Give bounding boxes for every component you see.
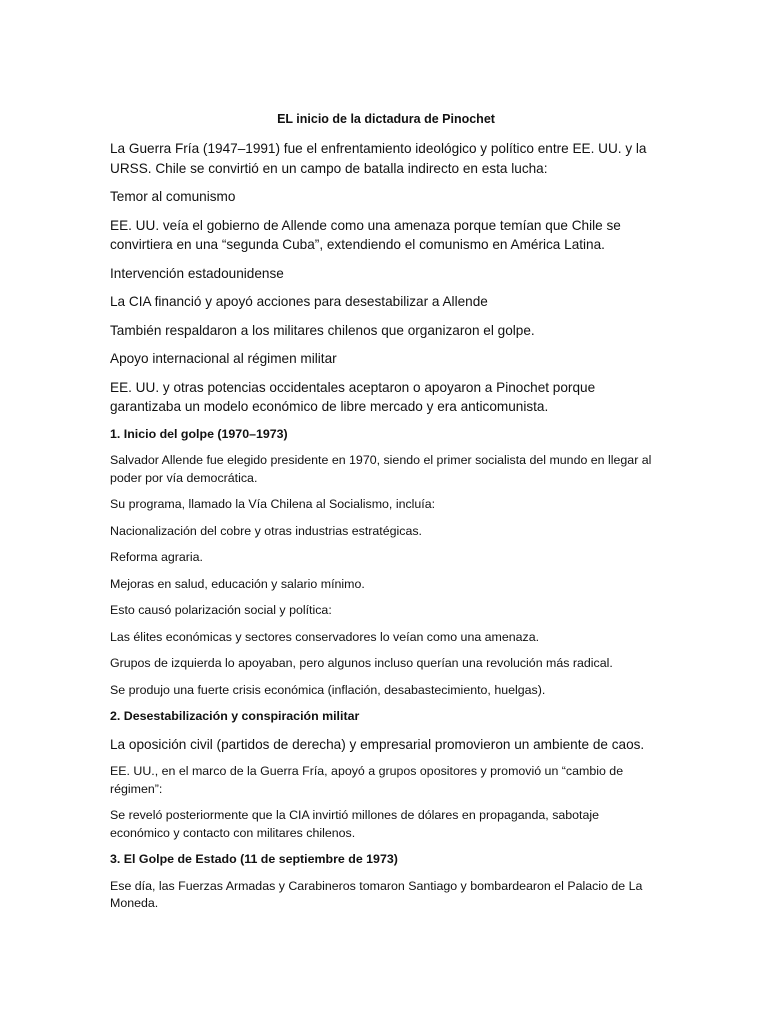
section-heading: 1. Inicio del golpe (1970–1973)	[110, 426, 288, 441]
paragraph: Reforma agraria.	[110, 550, 203, 564]
document-title: EL inicio de la dictadura de Pinochet	[277, 112, 495, 126]
paragraph: EE. UU. veía el gobierno de Allende como una amenaza porque temían que Chile se convirtiera en una “segunda Cuba”, extendiendo el comunismo en América Latina.	[110, 217, 621, 252]
paragraph: Su programa, llamado la Vía Chilena al Socialismo, incluía:	[110, 497, 436, 511]
paragraph: La CIA financió y apoyó acciones para desestabilizar a Allende	[110, 294, 488, 309]
section-heading: 2. Desestabilización y conspiración militar	[110, 709, 360, 723]
paragraph: Grupos de izquierda lo apoyaban, pero algunos incluso querían una revolución más radical.	[110, 656, 613, 670]
paragraph: Esto causó polarización social y política:	[110, 603, 332, 617]
paragraph: Las élites económicas y sectores conservadores lo veían como una amenaza.	[110, 629, 540, 644]
paragraph: Salvador Allende fue elegido presidente en 1970, siendo el primer socialista del mundo en llegar al poder por vía democrática.	[110, 453, 652, 485]
paragraph: Se reveló posteriormente que la CIA invirtió millones de dólares en propaganda, sabotaje económico y contacto con militares chilenos.	[110, 808, 600, 840]
document-body	[110, 111, 662, 922]
paragraph: La oposición civil (partidos de derecha) y empresarial promovieron un ambiente de caos.	[110, 736, 645, 752]
paragraph: Mejoras en salud, educación y salario mínimo.	[110, 576, 365, 591]
paragraph: Temor al comunismo	[110, 189, 236, 204]
paragraph: Apoyo internacional al régimen militar	[110, 351, 337, 366]
paragraph: EE. UU., en el marco de la Guerra Fría, apoyó a grupos opositores y promovió un “cambio de régimen”:	[110, 764, 624, 796]
paragraph-list	[110, 139, 662, 913]
paragraph: Ese día, las Fuerzas Armadas y Carabineros tomaron Santiago y bombardearon el Palacio de La Moneda.	[110, 878, 643, 910]
paragraph: Se produjo una fuerte crisis económica (inflación, desabastecimiento, huelgas).	[110, 682, 546, 697]
section-heading: 3. El Golpe de Estado (11 de septiembre de 1973)	[110, 852, 398, 866]
paragraph: EE. UU. y otras potencias occidentales aceptaron o apoyaron a Pinochet porque garantizaba un modelo económico de libre mercado y era anticomunista.	[110, 379, 596, 414]
paragraph: Intervención estadounidense	[110, 265, 284, 281]
paragraph: La Guerra Fría (1947–1991) fue el enfrentamiento ideológico y político entre EE. UU. y la URSS. Chile se convirtió en un campo de batalla indirecto en esta lucha:	[110, 141, 647, 176]
paragraph: Nacionalización del cobre y otras industrias estratégicas.	[110, 523, 422, 538]
paragraph: También respaldaron a los militares chilenos que organizaron el golpe.	[110, 322, 535, 338]
